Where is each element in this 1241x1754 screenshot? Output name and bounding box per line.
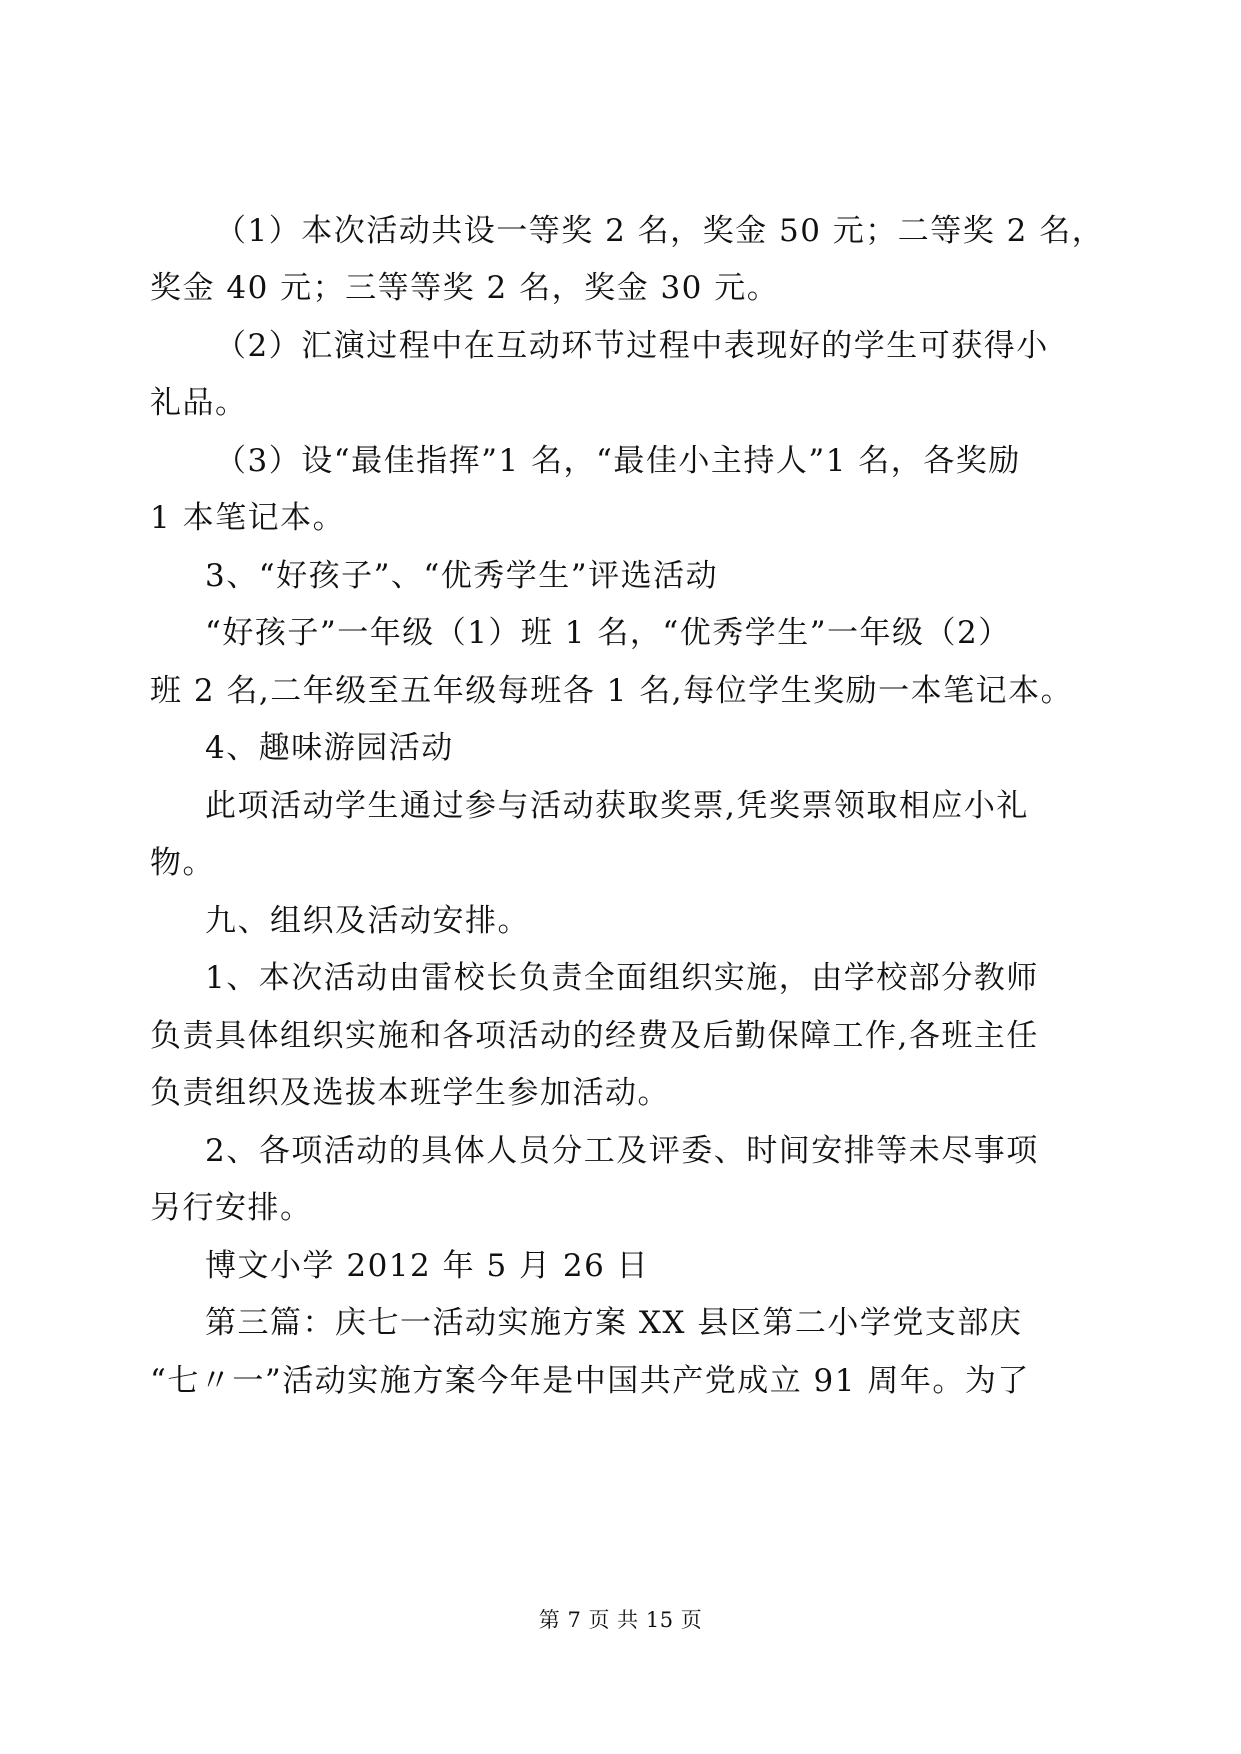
- signature-date-line: 博文小学 2012 年 5 月 26 日: [205, 1248, 650, 1284]
- text-line: （3）设“最佳指挥”1 名，“最佳小主持人”1 名，各奖励: [215, 443, 1021, 479]
- text-line: 此项活动学生通过参与活动获取奖票,凭奖票领取相应小礼: [205, 788, 1029, 824]
- text-line: “七〃一”活动实施方案今年是中国共产党成立 91 周年。为了: [150, 1363, 1030, 1399]
- text-line: 班 2 名,二年级至五年级每班各 1 名,每位学生奖励一本笔记本。: [150, 673, 1074, 709]
- text-line: 3、“好孩子”、“优秀学生”评选活动: [205, 558, 719, 594]
- text-line: 4、趣味游园活动: [205, 730, 454, 766]
- text-line: 1 本笔记本。: [150, 500, 346, 536]
- section-heading: 九、组织及活动安排。: [205, 903, 530, 939]
- text-line: 礼品。: [150, 385, 248, 421]
- text-line: 奖金 40 元；三等等奖 2 名，奖金 30 元。: [150, 270, 780, 306]
- text-line: 物。: [150, 845, 215, 881]
- text-line: 另行安排。: [150, 1190, 313, 1226]
- text-line: 第三篇：庆七一活动实施方案 XX 县区第二小学党支部庆: [205, 1305, 1023, 1341]
- text-line: （2）汇演过程中在互动环节过程中表现好的学生可获得小: [215, 328, 1049, 364]
- text-line: 2、各项活动的具体人员分工及评委、时间安排等未尽事项: [205, 1133, 1039, 1169]
- text-line: （1）本次活动共设一等奖 2 名，奖金 50 元；二等奖 2 名，: [215, 213, 1105, 249]
- text-line: “好孩子”一年级（1）班 1 名，“优秀学生”一年级（2）: [205, 615, 1011, 651]
- text-line: 1、本次活动由雷校长负责全面组织实施，由学校部分教师: [205, 960, 1039, 996]
- text-line: 负责具体组织实施和各项活动的经费及后勤保障工作,各班主任: [150, 1018, 1039, 1054]
- text-line: 负责组织及选拔本班学生参加活动。: [150, 1075, 670, 1111]
- page-number-footer: 第 7 页 共 15 页: [538, 1608, 703, 1632]
